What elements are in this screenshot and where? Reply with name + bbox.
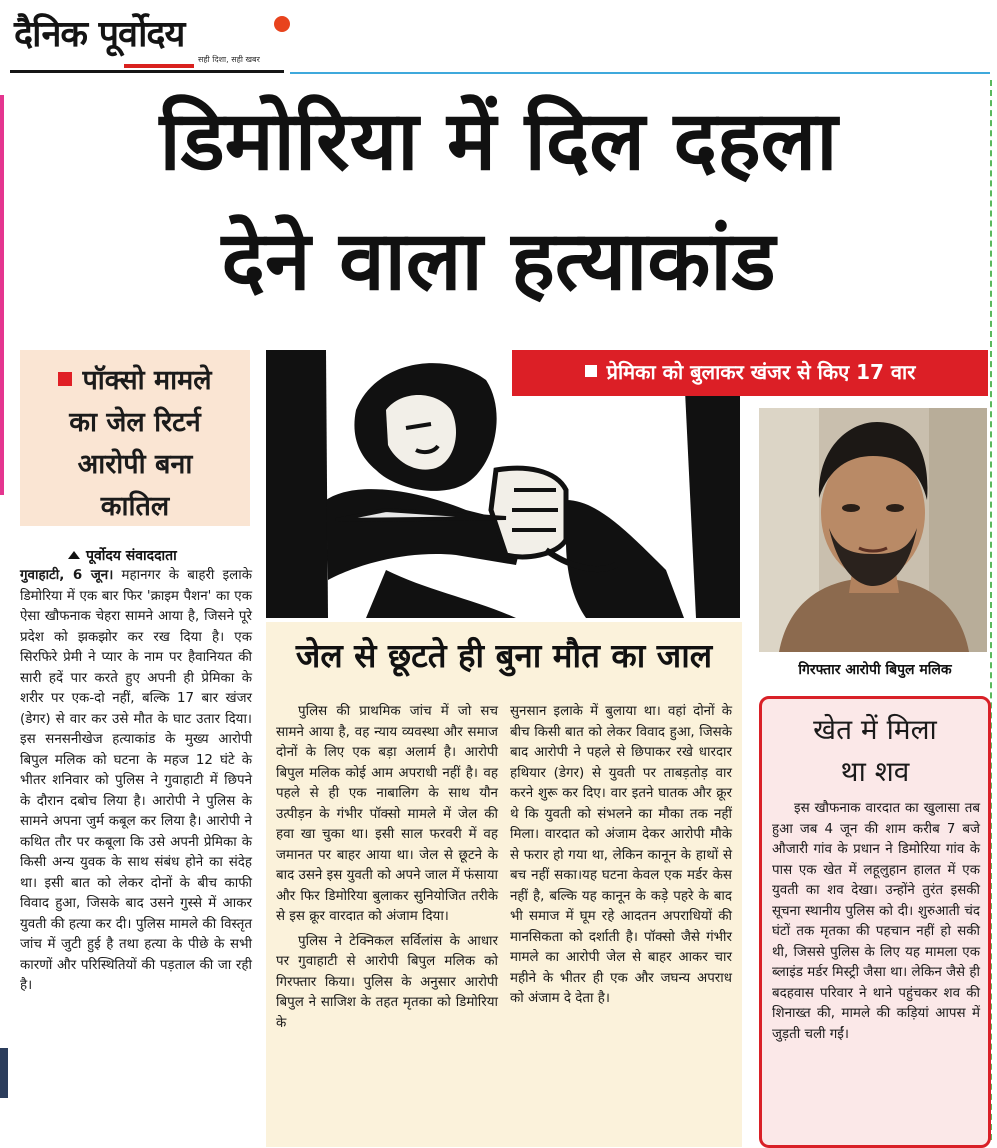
side-subhead-line-2: का जेल रिटर्न — [69, 407, 201, 438]
byline-text: पूर्वोदय संवाददाता — [86, 548, 177, 564]
sidebar-box — [759, 696, 991, 1148]
sidebar-body — [772, 799, 980, 1045]
banner-text-wrap — [512, 358, 988, 385]
left-edge-image-fragment — [0, 1048, 8, 1098]
accused-portrait — [759, 408, 987, 652]
column-middle-2-text: सुनसान इलाके में बुलाया था। वहां दोनों के बीच किसी बात को लेकर विवाद हुआ, जिसके बाद आरोपी ने पहले से छिपाकर रखे धारदार हथियार (डेगर) से युवती पर ताबड़तोड़ वार करने शुरू कर दिए। वार इतने घातक और क्रूर थे कि युवती को संभलने का मौका तक नहीं मिला। वारदात को अंजाम देकर आरोपी मौके से फरार हो गया था, लेकिन कानून के हाथों से बच नहीं सका।यह घटना केवल एक मर्डर केस नहीं है, बल्कि यह कानून के कड़े पहरे के बाद भी समाज में घूम रहे आदतन अपराधियों की मानसिकता को दर्शाती है। पॉक्सो जैसे गंभीर मामले का आरोपी जेल से बाहर आकर चार महीने के भीतर ही एक और जघन्य अपराध को अंजाम दे देता है। — [510, 704, 732, 1006]
side-subhead-line-3: आरोपी बना — [77, 449, 193, 480]
article-column-middle-2 — [510, 702, 732, 1010]
column-middle-1-para-2: पुलिस ने टेक्निकल सर्विलांस के आधार पर गुवाहाटी से आरोपी बिपुल मलिक को गिरफ्तार किया। पुलिस के अनुसार आरोपी बिपुल ने साजिश के तहत मृतका को डिमोरिया के — [276, 933, 498, 1031]
column-middle-1-para-1: पुलिस की प्राथमिक जांच में जो सच सामने आया है, वह न्याय व्यवस्था और समाज दोनों के लिए एक बड़ा अलार्म है। आरोपी बिपुल मलिक कोई आम अपराधी नहीं है। वह पहले से ही एक नाबालिग के साथ यौन उत्पीड़न के गंभीर पॉक्सो मामले में जेल की हवा खा चुका था। इसी साल फरवरी में वह जमानत पर बाहर आया था। जेल से छूटने के बाद उसने इस युवती को अपने जाल में फंसाया और फिर डिमोरिया बुलाकर सुनियोजित तरीके से इस क्रूर वारदात को अंजाम दिया। — [276, 704, 498, 924]
triangle-marker-icon — [68, 551, 80, 559]
middle-subhead: जेल से छूटते ही बुना मौत का जाल — [295, 636, 713, 675]
article-column-middle-1 — [276, 702, 498, 1034]
sidebar-body-text: इस खौफनाक वारदात का खुलासा तब हुआ जब 4 जून की शाम करीब 7 बजे औजारी गांव के प्रधान ने डिमोरिया गांव के पास एक खेत में लहूलुहान हालत में एक युवती का शव देखा। उन्होंने तुरंत इसकी सूचना स्थानीय पुलिस को दी। शुरुआती चंद घंटों तक मृतका की पहचान नहीं हो सकी थी, जिससे पुलिस के लिए यह मामला एक ब्लाइंड मर्डर मिस्ट्री जैसा था। लेकिन जैसे ही बदहवास परिवार ने थाने पहुंचकर शव की शिनाख्त की, मामले की कड़ियां आपस में जुड़ती चली गईं। — [772, 801, 980, 1042]
masthead-logo: दैनिक पूर्वोदय — [14, 14, 185, 55]
article-column-left — [20, 566, 252, 997]
sidebar-title-line-1: खेत में मिला — [813, 713, 937, 746]
white-square-bullet-icon — [585, 365, 597, 377]
red-square-bullet-icon — [58, 372, 72, 386]
photo-caption: गिरफ्तार आरोपी बिपुल मलिक — [798, 662, 952, 678]
side-subhead-line-4: कातिल — [100, 491, 170, 522]
sidebar-title-line-2: था शव — [840, 755, 910, 788]
top-blue-rule — [290, 72, 990, 74]
headline-line-1: डिमोरिया में दिल दहला — [159, 94, 838, 189]
headline-line-2: देने वाला हत्याकांड — [221, 214, 776, 309]
dateline: गुवाहाटी, 6 जून। — [20, 568, 114, 583]
masthead-logo-dot — [274, 16, 290, 32]
banner-text: प्रेमिका को बुलाकर खंजर से किए 17 वार — [606, 360, 916, 384]
masthead-tagline: सही दिशा, सही खबर — [198, 55, 260, 64]
red-banner — [512, 350, 988, 396]
sidebar-title — [762, 709, 988, 793]
accused-photo — [759, 408, 987, 652]
side-subhead-line-1: पॉक्सो मामले — [82, 365, 212, 396]
masthead — [14, 8, 284, 70]
side-subhead — [20, 360, 250, 528]
column-left-text: महानगर के बाहरी इलाके डिमोरिया में एक बार फिर 'क्राइम पैशन' का एक ऐसा खौफनाक चेहरा सामने आया है, जिसने पूरे प्रदेश को झकझोर कर रख दिया है। एक सिरफिरे प्रेमी ने प्यार के नाम पर हैवानियत की सारी हदें पार करते हुए अपनी ही प्रेमिका के शरीर पर एक-दो नहीं, बल्कि 17 बार खंजर (डेगर) से वार कर उसे मौत के घाट उतार दिया। इस सनसनीखेज हत्याकांड के मुख्य आरोपी बिपुल मलिक को घटना के महज 12 घंटे के भीतर शनिवार को पुलिस ने गुवाहाटी में छिपने के दौरान दबोच लिया है। आरोपी ने पुलिस के सामने अपना जुर्म कबूल कर लिया है। आरोपी ने कथित तौर पर कबूला कि उसे अपनी प्रेमिका के किसी अन्य युवक के साथ संबंध होने का संदेह था। इसी बात को लेकर दोनों के बीच काफी विवाद हुआ, जिसके बाद उसने गुस्से में आकर युवती की हत्या कर दी। पुलिस मामले की विस्तृत जांच में जुटी हुई है तथा हत्या के पीछे के सभी कारणों और परिस्थितियों की पड़ताल की जा रही है। — [20, 568, 252, 993]
masthead-rule — [10, 70, 284, 73]
masthead-red-bar — [124, 64, 194, 68]
byline — [68, 546, 177, 565]
side-subhead-box — [20, 350, 250, 526]
